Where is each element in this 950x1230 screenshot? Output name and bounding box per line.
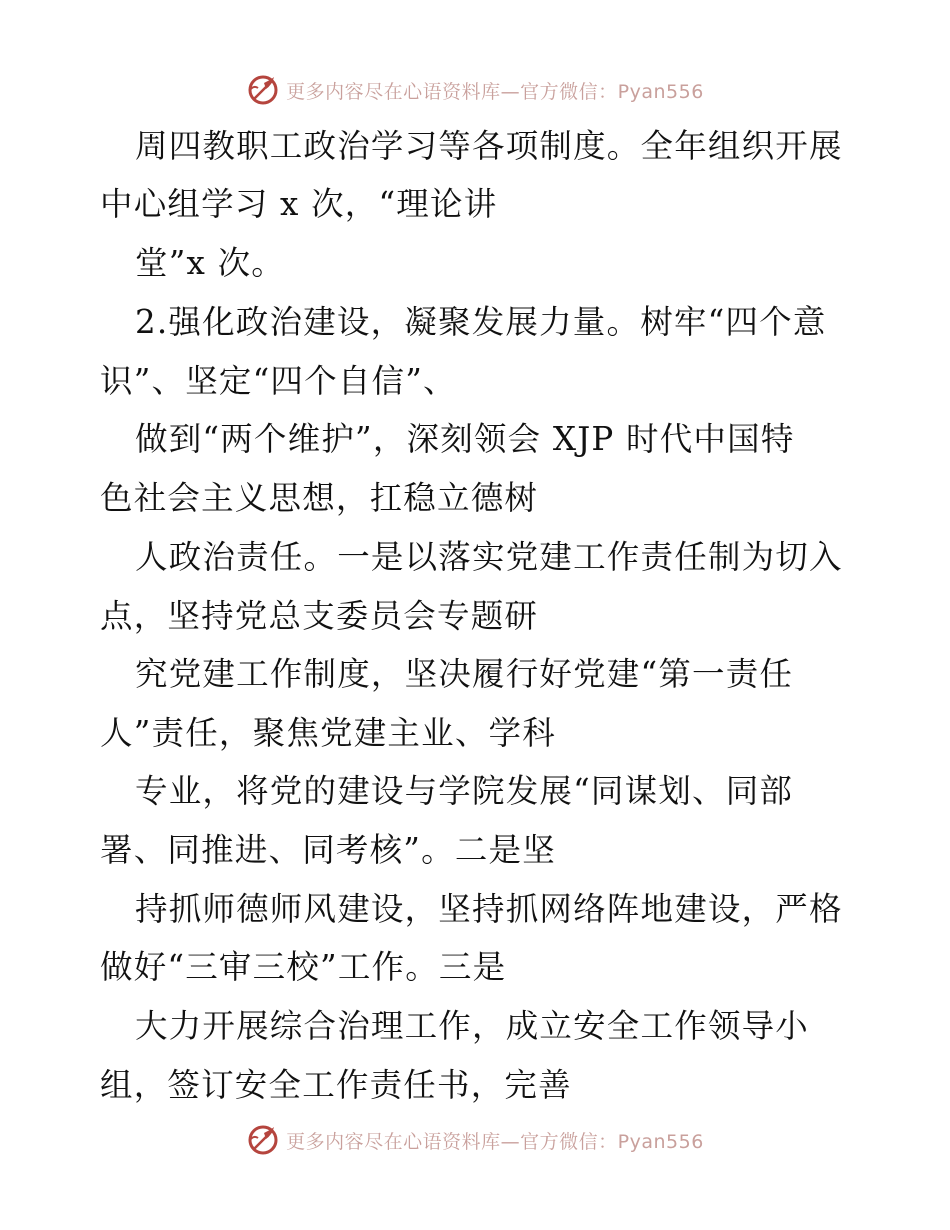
body-line: 大力开展综合治理工作，成立安全工作领导小 — [135, 1007, 810, 1045]
body-line: 色社会主义思想，扛稳立德树 — [100, 479, 539, 517]
body-line: 周四教职工政治学习等各项制度。全年组织开展 — [135, 127, 843, 165]
body-line: 持抓师德师风建设，坚持抓网络阵地建设，严格 — [135, 890, 843, 928]
footer-watermark — [0, 1120, 950, 1160]
body-line: 专业，将党的建设与学院发展“同谋划、同部 — [135, 772, 794, 810]
body-line: 做到“两个维护”，深刻领会 XJP 时代中国特 — [135, 420, 795, 458]
feather-pen-seal-icon — [246, 1123, 280, 1157]
body-line: 中心组学习 x 次，“理论讲 — [100, 185, 498, 223]
body-line: 识”、坚定“四个自信”、 — [100, 362, 457, 400]
body-line: 堂”x 次。 — [135, 244, 285, 282]
body-line: 人”责任，聚焦党建主业、学科 — [100, 714, 556, 752]
body-line: 署、同推进、同考核”。二是坚 — [100, 831, 556, 869]
body-line: 究党建工作制度，坚决履行好党建“第一责任 — [135, 655, 794, 693]
document-body — [0, 120, 950, 1110]
body-line: 2.强化政治建设，凝聚发展力量。树牢“四个意 — [135, 303, 827, 341]
watermark-text: 更多内容尽在心语资料库—官方微信：Pyan556 — [286, 80, 704, 103]
body-line: 做好“三审三校”工作。三是 — [100, 948, 507, 986]
body-line: 点，坚持党总支委员会专题研 — [100, 597, 539, 635]
body-line: 人政治责任。一是以落实党建工作责任制为切入 — [135, 538, 843, 576]
feather-pen-seal-icon — [246, 73, 280, 107]
body-line: 组，签订安全工作责任书，完善 — [100, 1066, 572, 1104]
header-watermark — [0, 70, 950, 110]
watermark-text: 更多内容尽在心语资料库—官方微信：Pyan556 — [286, 1130, 704, 1153]
